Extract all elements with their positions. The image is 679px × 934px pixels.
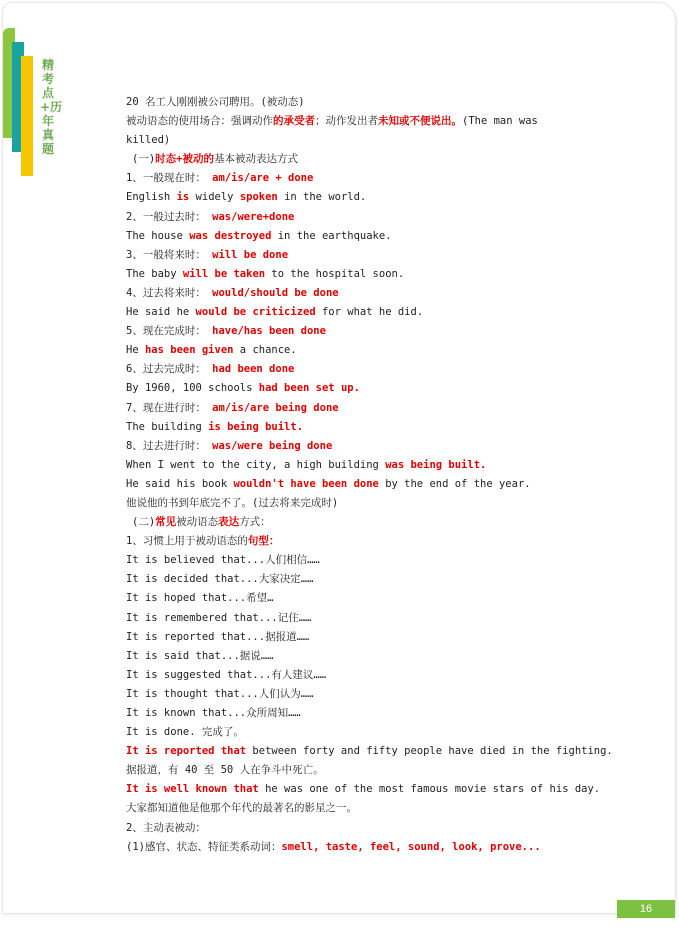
highlight-text: 常见 — [155, 516, 177, 529]
text-line — [102, 93, 577, 112]
body-text: It is done. 完成了。 — [126, 726, 244, 739]
text-line — [102, 819, 577, 838]
body-text: widely — [189, 191, 240, 204]
text-line — [102, 494, 577, 513]
body-text: (二) — [132, 516, 156, 529]
text-line — [102, 379, 577, 398]
body-text: 20 名工人刚刚被公司聘用。(被动态) — [126, 96, 305, 108]
text-line — [102, 628, 577, 647]
body-text: (1)感官、状态、特征类系动词： — [126, 840, 282, 853]
body-text: 8、过去进行时： — [126, 439, 213, 452]
body-text: It is said that...据说…… — [126, 649, 274, 662]
text-line — [102, 742, 613, 761]
highlight-text: has been given — [144, 344, 234, 357]
highlight-text: have/has been done — [212, 325, 326, 338]
text-line — [102, 532, 577, 551]
highlight-text: It is well known that — [126, 783, 259, 796]
side-section-title: 精考点+历年真题 — [40, 58, 63, 156]
document-body — [102, 93, 613, 857]
highlight-text: am/is/are + done — [212, 172, 314, 185]
body-text: 1、习惯上用于被动语态的 — [126, 535, 248, 548]
body-text: by the end of the year. — [378, 477, 531, 490]
highlight-text: had been done — [212, 363, 295, 376]
body-text: He said his book — [126, 477, 234, 490]
body-text: 被动语态的使用场合：强调动作 — [126, 115, 273, 128]
body-text: 1、一般现在时： — [126, 172, 213, 185]
text-line — [102, 589, 577, 608]
text-line — [102, 456, 577, 475]
body-text: He — [126, 344, 145, 357]
text-line — [102, 647, 577, 666]
body-text: He said he — [126, 306, 196, 319]
body-text: It is known that...众所周知…… — [126, 707, 301, 719]
text-line — [102, 570, 577, 589]
decorative-yellow-strip — [21, 56, 33, 176]
highlight-text: 表达 — [218, 516, 240, 529]
text-line — [102, 208, 577, 227]
body-text: 被动语态 — [176, 516, 219, 529]
body-text: between forty and fifty people have died in the fighting. — [246, 745, 613, 758]
body-text: 4、过去将来时： — [126, 286, 213, 299]
text-line — [102, 551, 577, 570]
body-text: 基本被动表达方式 — [213, 153, 298, 166]
highlight-text: is being built. — [208, 420, 304, 433]
highlight-text: is — [176, 191, 190, 204]
body-text: It is believed that...人们相信…… — [126, 554, 320, 567]
body-text: The house — [126, 229, 190, 242]
text-line — [102, 341, 577, 360]
highlight-text: was/were+done — [212, 210, 295, 223]
body-text: 3、一般将来时： — [126, 248, 213, 261]
text-line — [102, 799, 577, 818]
text-line — [102, 685, 577, 704]
highlight-text: wouldn't have been done — [233, 477, 379, 490]
body-text: (The man was killed) — [126, 115, 538, 147]
text-line — [102, 437, 577, 456]
text-line — [102, 112, 577, 150]
body-text: he was one of the most famous movie stars of his day. — [258, 783, 601, 796]
highlight-text: would/should be done — [212, 286, 339, 299]
body-text: It is suggested that...有人建议…… — [126, 668, 327, 681]
highlight-text: spoken — [239, 191, 278, 204]
body-text: It is reported that...据报道…… — [126, 630, 310, 643]
page-number: 16 — [617, 900, 675, 918]
text-line — [102, 609, 577, 628]
highlight-text: would be criticized — [195, 306, 316, 319]
text-line — [102, 399, 577, 418]
highlight-text: 句型： — [247, 535, 280, 548]
text-line — [102, 265, 577, 284]
body-text: (一) — [132, 153, 156, 166]
body-text: to the hospital soon. — [265, 267, 405, 280]
body-text: 据报道，有 40 至 50 人在争斗中死亡。 — [126, 764, 324, 777]
highlight-text: smell, taste, feel, sound, look, prove... — [281, 840, 541, 853]
text-line — [102, 761, 577, 780]
body-text: ；动作发出者 — [315, 115, 378, 128]
text-line — [102, 838, 577, 857]
body-text: in the earthquake. — [271, 229, 392, 242]
body-text: 2、主动表被动： — [126, 821, 206, 834]
highlight-text: 未知或不便说出。 — [378, 115, 462, 128]
body-text: The building — [126, 420, 209, 433]
text-line — [102, 666, 577, 685]
highlight-text: 的承受者 — [273, 115, 315, 128]
text-line — [102, 723, 577, 742]
body-text: It is hoped that...希望… — [126, 592, 274, 605]
body-text: 他说他的书到年底完不了。(过去将来完成时) — [126, 496, 339, 509]
text-line — [102, 780, 601, 799]
body-text: When I went to the city, a high building — [126, 458, 386, 471]
body-text: 6、过去完成时： — [126, 363, 213, 376]
highlight-text: 时态+被动的 — [155, 153, 214, 166]
body-text: The baby — [126, 267, 183, 280]
text-line — [102, 322, 577, 341]
highlight-text: It is reported that — [126, 745, 247, 758]
text-line — [102, 188, 577, 207]
text-line — [102, 475, 577, 494]
highlight-text: am/is/are being done — [212, 401, 339, 414]
body-text: By 1960, 100 schools — [126, 382, 259, 395]
text-line — [102, 704, 577, 723]
text-line — [102, 303, 577, 322]
body-text: It is decided that...大家决定…… — [126, 573, 314, 586]
body-text: English — [126, 191, 177, 204]
highlight-text: will be taken — [182, 267, 266, 280]
body-text: 5、现在完成时： — [126, 325, 213, 338]
body-text: It is remembered that...记住…… — [126, 611, 312, 624]
text-line — [102, 150, 577, 169]
body-text: in the world. — [277, 191, 367, 204]
text-line — [102, 360, 577, 379]
body-text: 7、现在进行时： — [126, 401, 213, 414]
body-text: It is thought that...人们认为…… — [126, 687, 314, 700]
body-text: a chance. — [233, 344, 297, 357]
body-text: 方式： — [239, 516, 271, 529]
body-text: 大家都知道他是他那个年代的最著名的影星之一。 — [126, 802, 357, 815]
body-text: for what he did. — [315, 306, 424, 319]
text-line — [102, 284, 577, 303]
highlight-text: had been set up. — [258, 382, 360, 395]
highlight-text: will be done — [212, 248, 289, 261]
text-line — [102, 418, 577, 437]
highlight-text: was being built. — [385, 458, 487, 471]
text-line — [102, 513, 577, 532]
highlight-text: was destroyed — [189, 229, 272, 242]
text-line — [102, 169, 577, 188]
text-line — [102, 227, 577, 246]
body-text: 2、一般过去时： — [126, 210, 213, 223]
text-line — [102, 246, 577, 265]
highlight-text: was/were being done — [212, 439, 333, 452]
